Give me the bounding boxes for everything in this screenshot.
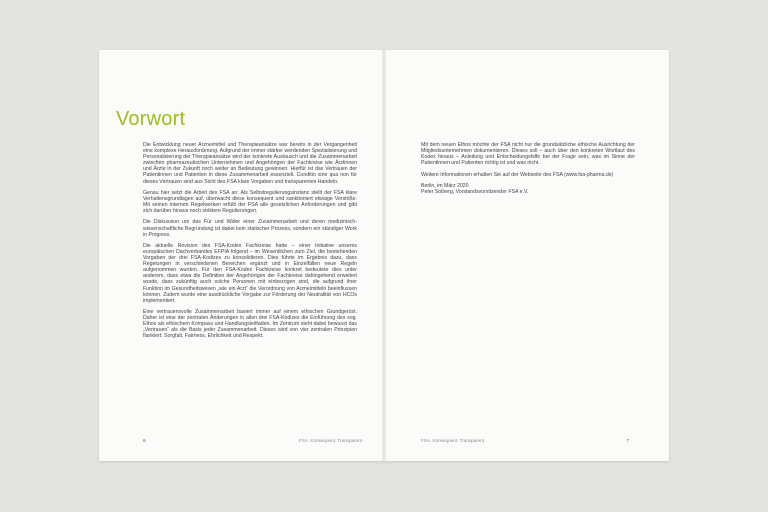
book-gutter [382, 50, 386, 461]
left-footer [143, 438, 146, 443]
left-text-column [143, 142, 357, 345]
page-title: Vorwort [116, 108, 186, 130]
signature-place-date: Berlin, im März 2020 [421, 182, 469, 189]
body-paragraph: Genau hier setzt die Arbeit des FSA an: Als Selbstregulierungsinstanz stellt der FSA klare Verhaltensgrundlagen auf, überwacht diese konsequent und sanktioniert etwaige Verstöße. Mit seinen internen Regelwerken erfüllt der FSA alle gesetzlichen Anforderungen und gibt sich darüber hinaus noch striktere Regulierungen. [143, 189, 357, 215]
right-page [384, 50, 669, 461]
right-footer [626, 438, 629, 443]
footer-claim: FSA. Konsequent. Transparent [298, 438, 362, 443]
body-paragraph: Die aktuelle Revision des FSA-Kodex Fachkreise hatte – einer Initiative unseres europäischen Dachverbandes EFPIA folgend – im Wesentlichen zum Ziel, die bestehenden Vorgaben der drei FSA-Kodizes zu konsolidieren. Dies führte im Ergebnis dazu, dass Regelungen in verschiedenen Bereichen ergänzt und in Einzelfällen neue Regeln aufgenommen wurden. Für den FSA-Kodex Fachkreise konkret bedeutete dies unter anderem, dass etwa die Definition der Angehörigen der Fachkreise dahingehend erweitert wurde, dass zukünftig auch solche Personen mit einbezogen sind, die aufgrund ihrer Funktion im Gesundheitswesen „wie ein Arzt“ die Verordnung von Arzneimitteln beeinflussen können. Zudem wurde eine ausdrückliche Vorgabe zur Förderung der Neutralität von HCOs implementiert. [143, 242, 357, 304]
body-paragraph: Eine vertrauensvolle Zusammenarbeit basiert immer auf einem ethischen Grundgerüst. Daher ist eine der zentralen Änderungen in allen drei FSA-Kodizes die Einführung des sog. Ethos als ethischem Kompass und Handlungsleitfaden. Im Zentrum steht dabei bewusst das „Vertrauen“ als die Basis jeder Zusammenarbeit. Dieses wird von vier zentralen Prinzipien flankiert: Sorgfalt, Fairness, Ehrlichkeit und Respekt. [143, 309, 357, 340]
signature-name: Peter Solberg, Vorstandsvorsitzender FSA e.V. [421, 188, 529, 195]
page-number: 7 [626, 438, 629, 443]
left-page [99, 50, 384, 461]
right-footer-claim [421, 438, 484, 443]
body-paragraph: Weitere Informationen erhalten Sie auf der Webseite des FSA (www.fsa-pharma.de) [421, 171, 614, 178]
body-paragraph: Die Diskussion um das Für und Wider einer Zusammenarbeit und deren medizinisch-wissenschaftliche Begründung ist dabei kein statischer Prozess, sondern ein ständiger Work in Progress. [143, 219, 357, 238]
footer-claim: FSA. Konsequent. Transparent [421, 438, 485, 443]
right-text-column [421, 142, 635, 200]
page-number: 6 [143, 438, 146, 443]
body-paragraph: Die Entwicklung neuer Arzneimittel und Therapieansätze war bereits in der Vergangenheit eine komplexe Herausforderung. Aufgrund der immer stärker werdenden Spezialisierung und Personalisierung der Therapieansätze wird der konkrete Austausch und die Zusammenarbeit zwischen pharmazeutischen Unternehmen und Angehörigen der Fachkreise wie Ärztinnen und Ärzte in der Zukunft noch weiter an Bedeutung gewinnen. Hierfür ist das Vertrauen der Patientinnen und Patienten in diese Zusammenarbeit essenziell. Conditio sine qua non für dieses Vertrauen sind aus Sicht des FSA klare Vorgaben und transparentes Handeln. [143, 142, 357, 185]
left-footer-claim [299, 438, 362, 443]
body-paragraph: Mit dem neuen Ethos möchte der FSA nicht nur die grundsätzliche ethische Ausrichtung der Mitgliedsunternehmen dokumentieren. Dieses soll – auch über den konkreten Wortlaut des Kodex hinaus – Anleitung und Entscheidungshilfe bei der Frage sein, was im Sinne der Patientinnen und Patienten richtig ist und was nicht. [421, 142, 635, 167]
brochure-spread [99, 50, 669, 461]
